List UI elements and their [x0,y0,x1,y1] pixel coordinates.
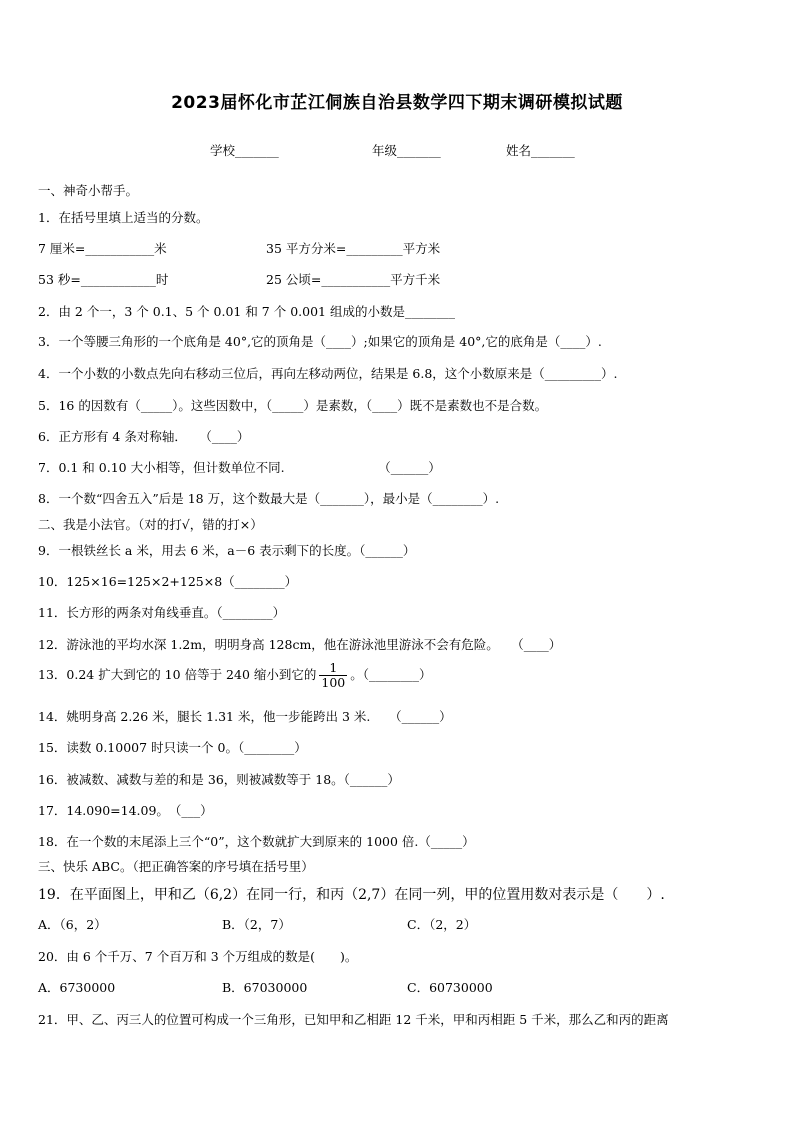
question-20-option-b: B．67030000 [222,980,308,995]
question-14: 14．姚明身高 2.26 米，腿长 1.31 米，他一步能跨出 3 米. （______） [38,709,452,724]
question-1-c: 53 秒=____________时 [38,272,169,287]
question-13 [38,661,432,690]
question-19-option-c: C．（2，2） [407,917,477,932]
question-18: 18．在一个数的末尾添上三个“0”，这个数就扩大到原来的 1000 倍.（_____） [38,834,475,849]
question-12: 12．游泳池的平均水深 1.2m，明明身高 128cm，他在游泳池里游泳不会有危险。 （____） [38,637,562,652]
question-20-option-a: A．6730000 [38,980,116,995]
question-1-a: 7 厘米=___________米 [38,241,167,256]
question-10: 10．125×16=125×2+125×8（________） [38,574,298,589]
question-8: 8．一个数“四舍五入”后是 18 万，这个数最大是（_______），最小是（________）. [38,491,500,506]
question-1-b: 35 平方分米=_________平方米 [266,241,441,256]
section-heading-1: 一、神奇小帮手。 [38,183,139,198]
question-20-option-c: C．60730000 [407,980,493,995]
question-19-option-a: A．（6，2） [38,917,107,932]
grade-field: 年级_______ [372,143,441,158]
question-20-stem: 20．由 6 个千万、7 个百万和 3 个万组成的数是( )。 [38,949,358,964]
question-13-tail: 。（________） [350,667,432,682]
question-6: 6．正方形有 4 条对称轴． （____） [38,429,250,444]
question-2: 2．由 2 个一，3 个 0.1、5 个 0.01 和 7 个 0.001 组成的小数是________ [38,304,455,319]
question-3: 3．一个等腰三角形的一个底角是 40°,它的顶角是（____）;如果它的顶角是 40°,它的底角是（____）. [38,334,602,349]
fraction-numerator: 1 [319,661,347,676]
question-17: 17．14.090=14.09。 （___） [38,803,213,818]
question-1-stem: 1．在括号里填上适当的分数。 [38,210,209,225]
question-16: 16．被减数、减数与差的和是 36，则被减数等于 18。（______） [38,772,400,787]
question-11: 11．长方形的两条对角线垂直。（________） [38,605,286,620]
fraction [319,661,347,690]
school-field: 学校_______ [210,143,279,158]
name-field: 姓名_______ [506,143,575,158]
question-13-text: 13．0.24 扩大到它的 10 倍等于 240 缩小到它的 [38,667,317,682]
question-7: 7．0.1 和 0.10 大小相等，但计数单位不同. （______） [38,460,441,475]
question-9: 9．一根铁丝长 a 米，用去 6 米，a－6 表示剩下的长度。（______） [38,543,416,558]
question-15: 15．读数 0.10007 时只读一个 0。（________） [38,740,307,755]
question-5: 5．16 的因数有（_____）。这些因数中，（_____）是素数，（____）既不是素数也不是合数。 [38,398,548,413]
question-1-d: 25 公顷=___________平方千米 [266,272,441,287]
section-heading-2: 二、我是小法官。（对的打√，错的打×） [38,517,263,532]
section-heading-3: 三、快乐 ABC。（把正确答案的序号填在括号里） [38,859,314,874]
question-19-stem: 19．在平面图上，甲和乙（6,2）在同一行，和丙（2,7）在同一列，甲的位置用数对表示是（ ）. [38,887,665,903]
question-19-option-b: B．（2，7） [222,917,291,932]
question-4: 4．一个小数的小数点先向右移动三位后，再向左移动两位，结果是 6.8，这个小数原来是（_________）. [38,366,618,381]
question-21: 21．甲、乙、丙三人的位置可构成一个三角形，已知甲和乙相距 12 千米，甲和丙相距 5 千米，那么乙和丙的距离 [38,1012,669,1027]
page-title: 2023届怀化市芷江侗族自治县数学四下期末调研模拟试题 [171,93,623,113]
fraction-denominator: 100 [321,675,346,690]
